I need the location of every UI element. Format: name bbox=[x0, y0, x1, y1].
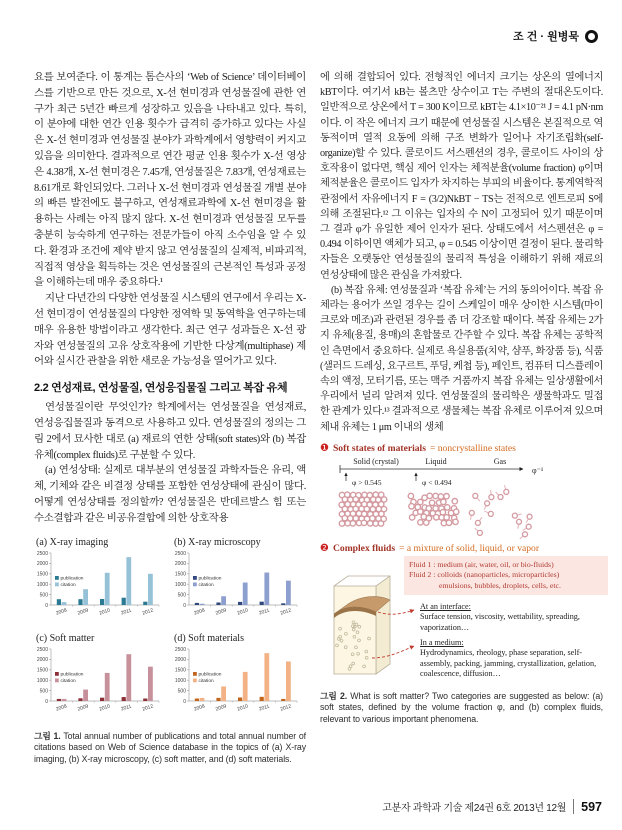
gas-particles bbox=[469, 485, 532, 539]
chart-xray-imaging bbox=[34, 549, 168, 628]
page-number: 597 bbox=[581, 799, 602, 814]
axis-label-solid: Solid (crystal) bbox=[353, 456, 399, 466]
publisher-ring-icon bbox=[585, 30, 598, 43]
paragraph: (a) 연성상태: 실제로 대부분의 연성물질 과학자들은 유리, 액체, 기체와 같은 비결정 상태를 포함한 연성상태에 관심이 많다. 어떻게 연성상태를 정의할까? 연성물질은 반데르발스 힘 또는 수소결합과 같은 비공유결합에 의한 상호작용 bbox=[34, 465, 306, 524]
footer-divider bbox=[573, 799, 574, 814]
medium-title: In a medium: bbox=[420, 637, 464, 647]
figure-1-caption bbox=[34, 731, 306, 766]
paragraph: 요를 보여준다. 이 통계는 톰슨사의 ‘Web of Science’ 데이터베이스를 기반으로 만든 것으로, X-선 현미경과 연성물질에 관한 연구가 최근 5년간 빠르게 성장하고 있음을 나타내고 있다. 특히, 이 분야에 대한 연간 인용 횟수가 급격히 증가하고 있다는 사실은 X-선 현미경과 연성물질 분야가 과학계에서 영향력이 커지고 있음을 의미한다. 결과적으로 연간 평균 인용 횟수가 X-선 영상은 4.38개, X-선 현미경은 7.45개, 연성물질은 7.83개, 연성재료는 8.61개로 확인되었다. 그러나 X-선 현미경과 연성물질 개별 분야의 빠른 발전에도 불구하고, 연성재료과학에 X-선 현미경을 활용하는 사례는 아직 많지 않다. X-선 현미경과 연성물질 모두를 충분히 능숙하게 연구하는 전문가들이 아직 소수임을 알 수 있다. 환경과 조건에 제약 받지 않고 연성물질의 실제적, 비파괴적, 직접적 영상을 획득하는 것은 연성물질의 근본적인 특성과 공정을 이해하는데 매우 중요하다.¹ bbox=[34, 72, 306, 289]
author-names: 조 건 · 원병묵 bbox=[513, 31, 579, 43]
axis-label-gas: Gas bbox=[493, 456, 507, 466]
chart-d-title: (d) Soft materials bbox=[174, 632, 244, 644]
chart-cell-c bbox=[34, 633, 168, 724]
svg-text:2009: 2009 bbox=[76, 702, 90, 713]
figure-1-caption-text: Total annual number of publications and total annual number of citations based on Web of Science database in the topics of (a) X-ray imaging, (b) X-ray microscopy, (c) soft matter, and (d) soft materials. bbox=[34, 730, 306, 764]
svg-text:citation: citation bbox=[60, 582, 76, 588]
chart-cell-b bbox=[172, 537, 306, 628]
svg-text:2500: 2500 bbox=[174, 550, 186, 557]
svg-text:500: 500 bbox=[177, 687, 186, 694]
liquid-particle-cluster bbox=[408, 493, 459, 526]
left-column bbox=[34, 70, 306, 765]
svg-text:2008: 2008 bbox=[193, 702, 206, 713]
chart-soft-matter bbox=[34, 645, 168, 724]
page-header bbox=[513, 28, 598, 44]
soft-states-diagram bbox=[320, 455, 603, 541]
medium-text: Hydrodynamics, rheology, phase separation, self-assembly, packing, jamming, crystallization, gelation, coalescence, diffusion… bbox=[420, 648, 597, 679]
complex-fluids-diagram bbox=[320, 556, 603, 684]
circled-two-icon: ❷ bbox=[320, 542, 329, 554]
right-column bbox=[320, 70, 603, 726]
svg-text:2011: 2011 bbox=[258, 703, 271, 713]
svg-text:2000: 2000 bbox=[174, 656, 186, 663]
svg-text:2012: 2012 bbox=[141, 606, 155, 617]
svg-text:2000: 2000 bbox=[174, 560, 186, 567]
part2-title: Complex fluids bbox=[332, 542, 396, 554]
svg-text:publication: publication bbox=[198, 576, 222, 582]
svg-text:2012: 2012 bbox=[279, 702, 293, 713]
svg-text:2011: 2011 bbox=[120, 703, 133, 713]
svg-text:500: 500 bbox=[177, 591, 186, 598]
svg-text:2011: 2011 bbox=[258, 607, 271, 617]
medium-annotation bbox=[420, 638, 598, 680]
axis-end-label: φ⁻¹ bbox=[532, 465, 544, 475]
svg-text:500: 500 bbox=[39, 687, 48, 694]
figure-2-part1-heading bbox=[320, 443, 603, 454]
paragraph: 에 의해 결합되어 있다. 전형적인 에너지 크기는 상온의 열에너지 kBT이다. 여기서 kB는 볼츠만 상수이고 T는 주변의 절대온도이다. 일반적으로 상온에서 T = 300 K이므로 kBT는 4.1×10⁻²¹ J = 4.1 pN·nm이다. 이 작은 에너지 크기 때문에 연성물질 시스템은 본질적으로 역동적이며 열적 요동에 의해 구조 변화가 일어나 자기조립화(self-organize)할 수 있다. 콜로이드 서스펜션의 경우, 콜로이드 사이의 상호작용이 없다면, 핵심 제어 인자는 체적분율(volume fraction) φ이며 체적분율은 콜로이드 입자가 차지하는 부피의 비율이다. 통계역학적 관점에서 자유에너지 F = (3/2)NkBT − TS는 전적으로 엔트로피 S에 의해 조절된다.¹² 그 이유는 입자의 수 N이 고정되어 있기 때문이며 그 결과 φ가 유일한 제어 인자가 된다. 상태도에서 서스펜션은 φ = 0.494 이하이면 액체가 되고, φ = 0.545 이상이면 결정이 된다. 물리학자들은 오랫동안 연성물질의 물리적 특성을 이해하기 위해 재료의 연성상태에 많은 관심을 가져왔다. bbox=[320, 72, 603, 281]
svg-text:0: 0 bbox=[183, 698, 186, 705]
axis-label-liquid: Liquid bbox=[425, 456, 447, 466]
figure-2-caption-label: 그림 2. bbox=[320, 690, 348, 701]
journal-title: 고분자 과학과 기술 제24권 6호 2013년 12월 bbox=[382, 803, 567, 814]
interface-annotation bbox=[420, 602, 598, 633]
svg-text:1500: 1500 bbox=[36, 571, 48, 578]
svg-text:publication: publication bbox=[60, 672, 84, 678]
svg-text:1000: 1000 bbox=[174, 581, 186, 588]
chart-soft-materials bbox=[172, 645, 306, 724]
fluid-legend-box bbox=[404, 556, 608, 595]
svg-text:1500: 1500 bbox=[174, 571, 186, 578]
fluid2-line: Fluid 2 : colloids (nanoparticles, microparticles) bbox=[409, 570, 560, 580]
interface-title: At an interface: bbox=[420, 601, 471, 611]
svg-text:citation: citation bbox=[60, 678, 76, 684]
svg-text:1000: 1000 bbox=[174, 677, 186, 684]
svg-text:2011: 2011 bbox=[120, 607, 133, 617]
svg-text:2010: 2010 bbox=[236, 702, 249, 713]
chart-cell-d bbox=[172, 633, 306, 724]
svg-text:2010: 2010 bbox=[98, 606, 111, 617]
svg-text:2008: 2008 bbox=[193, 606, 206, 617]
svg-text:2010: 2010 bbox=[236, 606, 249, 617]
svg-text:2008: 2008 bbox=[55, 702, 68, 713]
svg-text:2500: 2500 bbox=[36, 646, 48, 653]
chart-xray-microscopy bbox=[172, 549, 306, 628]
figure-1-chart-grid bbox=[34, 537, 306, 724]
chart-a-title: (a) X-ray imaging bbox=[36, 536, 109, 548]
chart-cell-a bbox=[34, 537, 168, 628]
svg-text:2009: 2009 bbox=[214, 606, 228, 617]
part2-subtitle: = a mixture of solid, liquid, or vapor bbox=[399, 542, 540, 554]
svg-text:1500: 1500 bbox=[174, 667, 186, 674]
svg-text:2009: 2009 bbox=[76, 606, 90, 617]
svg-text:publication: publication bbox=[198, 672, 222, 678]
figure-1-caption-label: 그림 1. bbox=[34, 730, 61, 741]
svg-text:2500: 2500 bbox=[174, 646, 186, 653]
chart-b-title: (b) X-ray microscopy bbox=[174, 536, 261, 548]
phi-liquid-value: φ < 0.494 bbox=[422, 477, 452, 487]
svg-text:0: 0 bbox=[45, 602, 48, 609]
svg-text:2008: 2008 bbox=[55, 606, 68, 617]
svg-text:citation: citation bbox=[198, 582, 214, 588]
svg-text:2000: 2000 bbox=[36, 560, 48, 567]
chart-c-title: (c) Soft matter bbox=[36, 632, 95, 644]
svg-text:citation: citation bbox=[198, 678, 214, 684]
cuvette-illustration bbox=[324, 564, 402, 682]
circled-one-icon: ❶ bbox=[320, 442, 329, 454]
svg-text:0: 0 bbox=[45, 698, 48, 705]
svg-text:2500: 2500 bbox=[36, 550, 48, 557]
svg-text:2010: 2010 bbox=[98, 702, 111, 713]
paragraph: 지난 다년간의 다양한 연성물질 시스템의 연구에서 우리는 X-선 현미경이 연성물질의 다양한 정역학 및 동역학을 연구하는데 매우 유용한 방법이라고 생각한다. 최근 연구 성과들은 X-선 광자와 연성물질의 고유 상호작용에 기반한 다상계(multiphase) 제어와 실시간 관찰을 위한 새로운 가능성을 열어가고 있다. bbox=[34, 293, 306, 368]
svg-text:2000: 2000 bbox=[36, 656, 48, 663]
svg-text:2012: 2012 bbox=[279, 606, 293, 617]
paragraph: 연성물질이란 무엇인가? 학계에서는 연성물질을 연성재료, 연성응집물질과 동격으로 사용하고 있다. 연성물질의 정의는 그림 2에서 묘사한 대로 (a) 재료의 연한 상태(soft states)와 (b) 복잡 유체(complex fluids)로 구분할 수 있다. bbox=[34, 402, 306, 461]
svg-text:1000: 1000 bbox=[36, 677, 48, 684]
svg-text:2009: 2009 bbox=[214, 702, 228, 713]
figure-2-caption-text: What is soft matter? Two categories are suggested as below: (a) soft states, defined by the volume fraction φ, and (b) complex fluids, relevant to various important phenomena. bbox=[320, 690, 603, 725]
interface-text: Surface tension, viscosity, wettability, spreading, vaporization… bbox=[420, 612, 580, 632]
section-heading: 2.2 연성재료, 연성물질, 연성응집물질 그리고 복잡 유체 bbox=[34, 382, 288, 395]
figure-2 bbox=[320, 443, 603, 726]
figure-2-caption bbox=[320, 691, 603, 726]
phi-solid-value: φ > 0.545 bbox=[352, 477, 382, 487]
figure-1 bbox=[34, 537, 306, 766]
svg-text:0: 0 bbox=[183, 602, 186, 609]
svg-text:500: 500 bbox=[39, 591, 48, 598]
svg-text:1500: 1500 bbox=[36, 667, 48, 674]
fluid1-line: Fluid 1 : medium (air, water, oil, or bio-fluids) bbox=[409, 559, 554, 569]
svg-text:publication: publication bbox=[60, 576, 84, 582]
part1-title: Soft states of materials bbox=[332, 442, 426, 454]
page-footer bbox=[382, 799, 602, 814]
fluid2-line-cont: emulsions, bubbles, droplets, cells, etc. bbox=[439, 580, 561, 590]
svg-text:1000: 1000 bbox=[36, 581, 48, 588]
figure-2-part2-heading bbox=[320, 543, 603, 554]
solid-particle-cluster bbox=[339, 492, 387, 526]
paragraph: (b) 복잡 유체: 연성물질과 ‘복잡 유체’는 거의 동의어이다. 복잡 유체라는 용어가 쓰일 경우는 길이 스케일이 매우 상이한 시스템(마이크로와 메조)과 관련된 경우를 좀 더 강조할 때이다. 복잡 유체는 2가지 유체(용질, 용매)의 혼합물로 간주할 수 있다. 복잡 유체는 공학적인 측면에서 중요하다. 실제로 욕실용품(치약, 샴푸, 화장품 등), 식품(샐러드 드레싱, 요구르트, 푸딩, 케첩 등), 페인트, 컴퓨터 디스플레이 속의 액정, 모터기름, 또는 맥주 거품까지 복잡 유체는 일상생활에서 우리에서 널리 알려져 있다. 연성물질의 물리학은 생물학과도 밀접한 관계가 있다.¹³ 결과적으로 생물체는 복잡 유체로 이루어져 있으며 체내 유체는 1 μm 이내의 생체 bbox=[320, 284, 603, 433]
part1-subtitle: = noncrystalline states bbox=[429, 442, 516, 454]
svg-text:2012: 2012 bbox=[141, 702, 155, 713]
